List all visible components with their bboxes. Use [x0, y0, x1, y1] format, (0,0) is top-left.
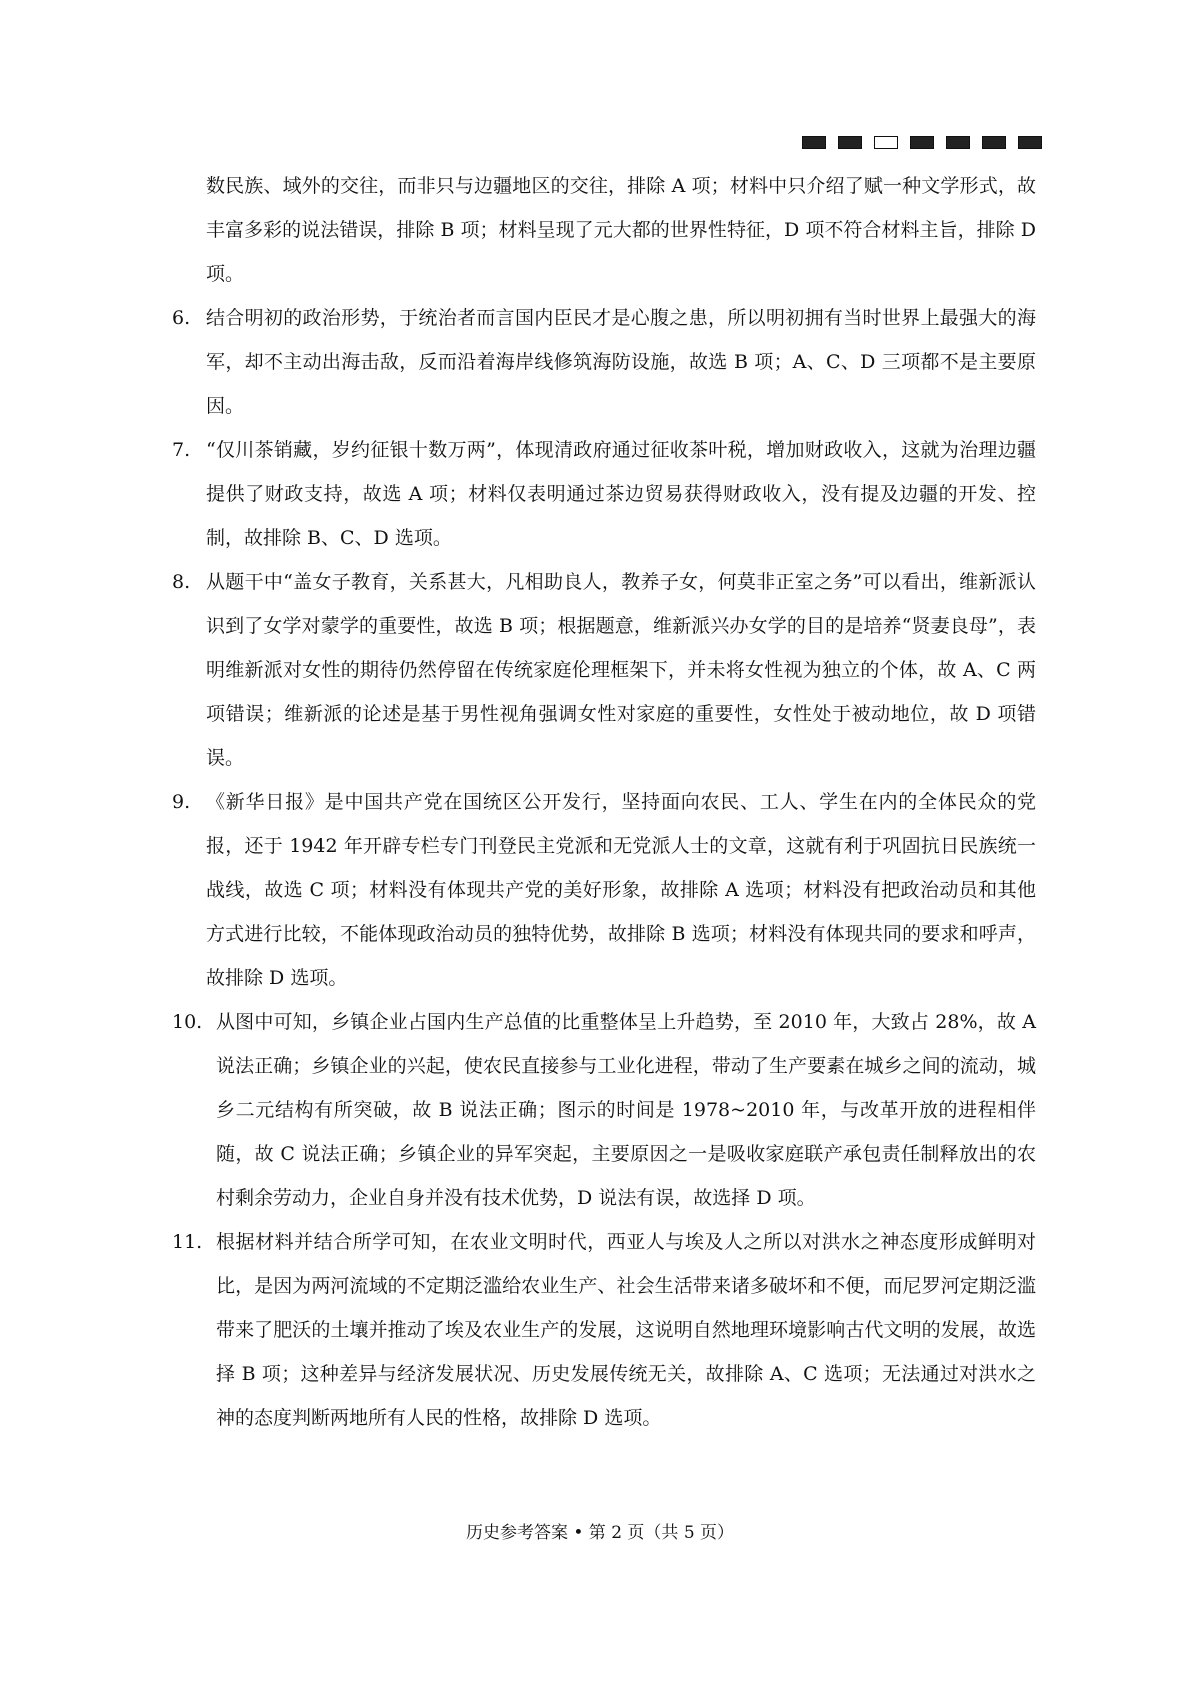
header-mark	[874, 136, 898, 149]
answer-text: 结合明初的政治形势，于统治者而言国内臣民才是心腹之患，所以明初拥有当时世界上最强大的海军，却不主动出海击敌，反而沿着海岸线修筑海防设施，故选 B 项；A、C、D 三项都不是主要原因。	[206, 307, 1036, 417]
header-mark	[802, 136, 826, 149]
answer-number: 8.	[172, 571, 191, 593]
continuation-paragraph: 数民族、域外的交往，而非只与边疆地区的交往，排除 A 项；材料中只介绍了赋一种文学形式，故丰富多彩的说法错误，排除 B 项；材料呈现了元大都的世界性特征，D 项不符合材料主旨，排除 D 项。	[206, 175, 1036, 285]
answer-item-8	[172, 560, 1036, 780]
header-mark-row	[802, 136, 1042, 149]
header-mark	[838, 136, 862, 149]
answer-number: 7.	[172, 439, 191, 461]
answer-number: 9.	[172, 791, 191, 813]
answer-text: 从题干中“盖女子教育，关系甚大，凡相助良人，教养子女，何莫非正室之务”可以看出，维新派认识到了女学对蒙学的重要性，故选 B 项；根据题意，维新派兴办女学的目的是培养“贤妻良母”，表明维新派对女性的期待仍然停留在传统家庭伦理框架下，并未将女性视为独立的个体，故 A、C 两项错误；维新派的论述是基于男性视角强调女性对家庭的重要性，女性处于被动地位，故 D 项错误。	[206, 571, 1036, 769]
answer-number: 11.	[172, 1231, 203, 1253]
answer-number: 10.	[172, 1011, 203, 1033]
answer-text: 根据材料并结合所学可知，在农业文明时代，西亚人与埃及人之所以对洪水之神态度形成鲜明对比，是因为两河流域的不定期泛滥给农业生产、社会生活带来诸多破坏和不便，而尼罗河定期泛滥带来了肥沃的土壤并推动了埃及农业生产的发展，这说明自然地理环境影响古代文明的发展，故选择 B 项；这种差异与经济发展状况、历史发展传统无关，故排除 A、C 选项；无法通过对洪水之神的态度判断两地所有人民的性格，故排除 D 选项。	[216, 1231, 1036, 1429]
answer-text: “仅川茶销藏，岁约征银十数万两”，体现清政府通过征收茶叶税，增加财政收入，这就为治理边疆提供了财政支持，故选 A 项；材料仅表明通过茶边贸易获得财政收入，没有提及边疆的开发、控制，故排除 B、C、D 选项。	[206, 439, 1036, 549]
header-mark	[1018, 136, 1042, 149]
answer-content	[0, 164, 1200, 1440]
answer-item-9	[172, 780, 1036, 1000]
answer-item-11	[172, 1220, 1036, 1440]
answer-number: 6.	[172, 307, 191, 329]
answer-item-10	[172, 1000, 1036, 1220]
answer-text: 从图中可知，乡镇企业占国内生产总值的比重整体呈上升趋势，至 2010 年，大致占 28%，故 A 说法正确；乡镇企业的兴起，使农民直接参与工业化进程，带动了生产要素在城乡之间的流动，城乡二元结构有所突破，故 B 说法正确；图示的时间是 1978~2010 年，与改革开放的进程相伴随，故 C 说法正确；乡镇企业的异军突起，主要原因之一是吸收家庭联产承包责任制释放出的农村剩余劳动力，企业自身并没有技术优势，D 说法有误，故选择 D 项。	[216, 1011, 1036, 1209]
header-mark	[946, 136, 970, 149]
answer-text: 《新华日报》是中国共产党在国统区公开发行，坚持面向农民、工人、学生在内的全体民众的党报，还于 1942 年开辟专栏专门刊登民主党派和无党派人士的文章，这就有利于巩固抗日民族统一战线，故选 C 项；材料没有体现共产党的美好形象，故排除 A 选项；材料没有把政治动员和其他方式进行比较，不能体现政治动员的独特优势，故排除 B 选项；材料没有体现共同的要求和呼声，故排除 D 选项。	[206, 791, 1036, 989]
header-mark	[982, 136, 1006, 149]
header-mark	[910, 136, 934, 149]
page-footer: 历史参考答案 • 第 2 页（共 5 页）	[465, 1523, 735, 1543]
answer-item-7	[172, 428, 1036, 560]
answer-item-6	[172, 296, 1036, 428]
